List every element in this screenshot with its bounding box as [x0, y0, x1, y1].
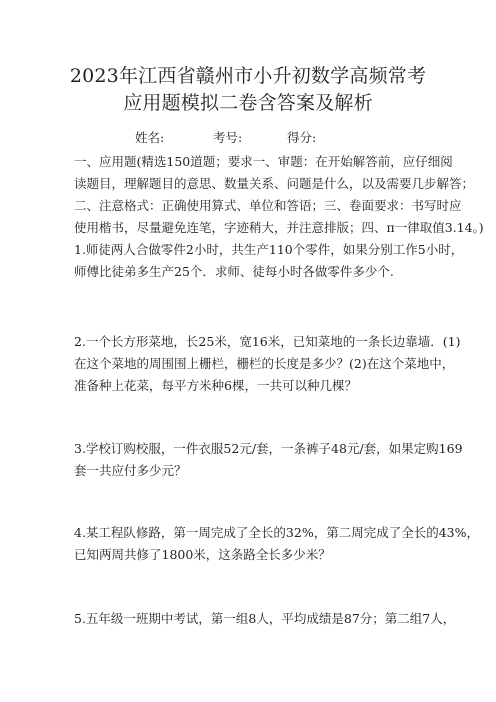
question-line: 4.某工程队修路，第一周完成了全长的32%，第二周完成了全长的43%，: [74, 525, 479, 540]
question-line: 准备种上花菜，每平方米种6棵，一共可以种几棵？: [74, 378, 357, 393]
instructions-line: 二、注意格式：正确使用算式、单位和答语；三、卷面要求：书写时应: [74, 198, 462, 213]
document-title-line-2: 应用题模拟二卷含答案及解析: [123, 92, 373, 114]
instructions-line: 一、应用题(精选150道题；要求一、审题：在开始解答前，应仔细阅: [74, 154, 453, 169]
exam-number-label: 考号:: [213, 130, 243, 145]
question-line: 已知两周共修了1800米，这条路全长多少米？: [74, 547, 331, 562]
instructions-line: 读题目，理解题目的意思、数量关系、问题是什么，以及需要几步解答；: [74, 176, 475, 191]
document-title-line-1: 2023年江西省赣州市小升初数学高频常考: [69, 65, 427, 87]
question-line: 5.五年级一班期中考试，第一组8人，平均成绩是87分；第二组7人，: [74, 611, 456, 626]
question-line: 在这个菜地的周围围上栅栏，栅栏的长度是多少？(2)在这个菜地中，: [74, 356, 455, 371]
question-line: 2.一个长方形菜地，长25米，宽16米，已知菜地的一条长边靠墙．(1): [74, 334, 461, 349]
question-line: 1.师徒两人合做零件2小时，共生产110个零件，如果分别工作5小时，: [74, 242, 464, 257]
question-line: 师傅比徒弟多生产25个．求师、徒每小时各做零件多少个.: [74, 264, 394, 279]
question-line: 3.学校订购校服，一件衣服52元/套，一条裤子48元/套，如果定购169: [74, 441, 463, 456]
question-line: 套一共应付多少元？: [74, 463, 187, 478]
instructions-line: 使用楷书，尽量避免连笔，字迹稍大，并注意排版；四、π一律取值3.14。): [74, 220, 484, 235]
score-label: 得分:: [287, 130, 317, 145]
name-label: 姓名:: [135, 130, 165, 145]
